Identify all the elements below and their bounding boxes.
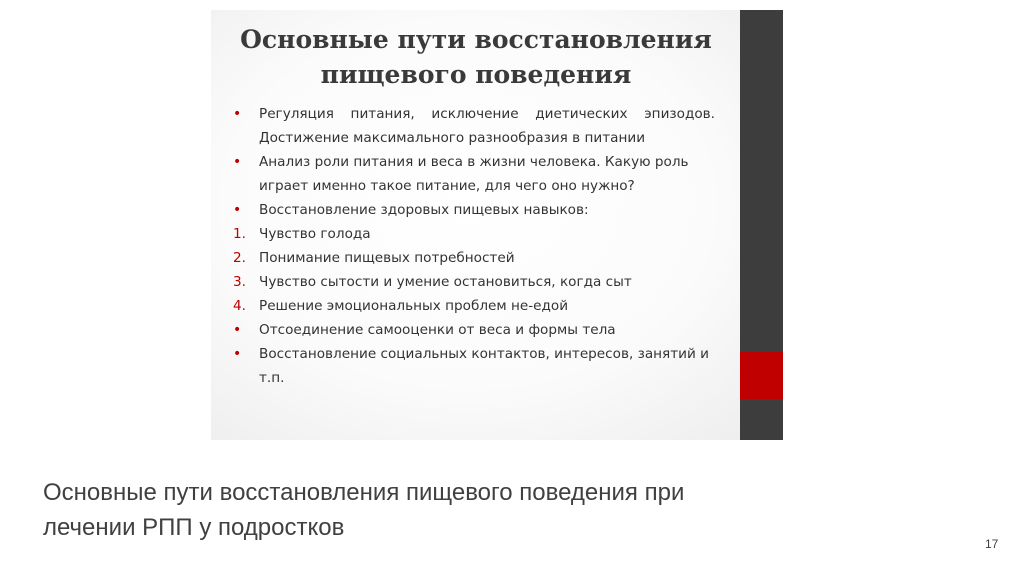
bullet-marker: •: [233, 322, 242, 338]
list-item: [233, 246, 715, 270]
slide-image: [211, 10, 783, 440]
list-item: [233, 150, 715, 198]
bullet-marker: •: [233, 154, 242, 170]
list-item-text: Чувство сытости и умение остановиться, когда сыт: [259, 274, 632, 290]
list-item-text: Регуляция питания, исключение диетических эпизодов. Достижение максимального разнообразия в питании: [259, 106, 715, 146]
list-item: [233, 102, 715, 150]
list-item-text: Анализ роли питания и веса в жизни человека. Какую роль играет именно такое питание, для чего оно нужно?: [259, 154, 689, 194]
bullet-marker: •: [233, 106, 242, 122]
page-number: 17: [985, 537, 999, 551]
list-item-text: Отсоединение самооценки от веса и формы тела: [259, 322, 616, 338]
list-item-text: Чувство голода: [259, 226, 371, 242]
list-item: [233, 222, 715, 246]
slide-caption: Основные пути восстановления пищевого поведения при лечении РПП у подростков: [43, 479, 685, 541]
bullet-marker: •: [233, 346, 242, 362]
number-marker: 1.: [233, 226, 246, 242]
number-marker: 4.: [233, 298, 246, 314]
list-item: [233, 318, 715, 342]
list-item: [233, 342, 715, 390]
list-item-text: Восстановление здоровых пищевых навыков:: [259, 202, 589, 218]
list-item-text: Восстановление социальных контактов, интересов, занятий и т.п.: [259, 346, 709, 386]
slide-list: [233, 102, 715, 390]
slide-title: Основные пути восстановления пищевого поведения: [240, 25, 712, 89]
slide-sidebar-accent: [740, 352, 783, 399]
list-item-text: Решение эмоциональных проблем не-едой: [259, 298, 569, 314]
list-item-text: Понимание пищевых потребностей: [259, 250, 515, 266]
list-item: [233, 294, 715, 318]
bullet-marker: •: [233, 202, 242, 218]
number-marker: 3.: [233, 274, 246, 290]
list-item: [233, 270, 715, 294]
list-item: [233, 198, 715, 222]
number-marker: 2.: [233, 250, 246, 266]
